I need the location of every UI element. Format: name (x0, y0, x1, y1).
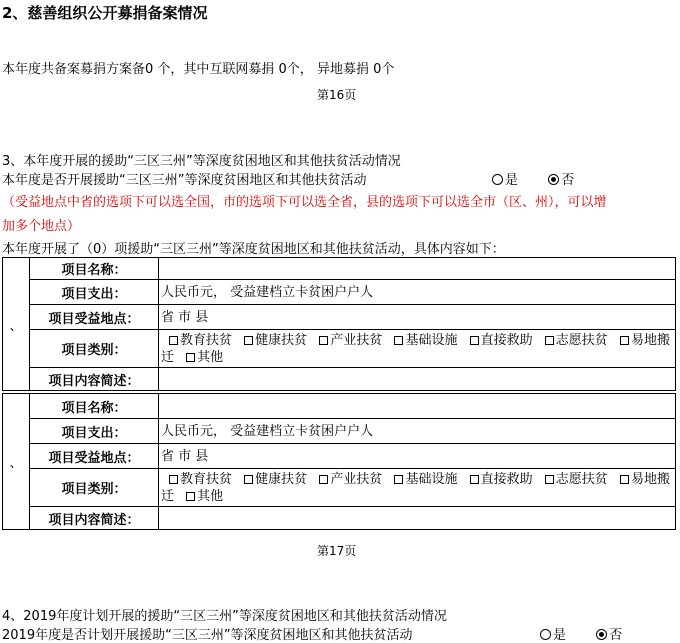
project-expense-value[interactable]: 人民币元， 受益建档立卡贫困户户人 (159, 280, 676, 305)
project-expense-value[interactable]: 人民币元， 受益建档立卡贫困户户人 (159, 419, 676, 444)
table-row (3, 368, 676, 391)
checkbox-other[interactable] (186, 492, 195, 501)
project-name-value[interactable] (159, 258, 676, 280)
table-row (3, 507, 676, 530)
table-row (3, 444, 676, 469)
project-location-value[interactable]: 省 市 县 (159, 444, 676, 469)
project-table-2 (2, 393, 676, 530)
project-description-label: 项目内容简述： (30, 507, 159, 530)
project-category-label: 项目类别： (30, 330, 159, 368)
checkbox-label: 产业扶贫 (330, 471, 383, 487)
checkbox-label: 志愿扶贫 (555, 332, 608, 348)
checkbox-label: 教育扶贫 (180, 332, 233, 348)
table-row (3, 280, 676, 305)
project-index-cell: 、 (3, 394, 30, 530)
project-category-label: 项目类别： (30, 469, 159, 507)
checkbox-label: 教育扶贫 (180, 471, 233, 487)
checkbox-label: 基础设施 (405, 332, 458, 348)
section4-radio-yes[interactable] (540, 629, 551, 640)
checkbox-education[interactable] (169, 475, 178, 484)
checkbox-label: 基础设施 (405, 471, 458, 487)
checkbox-label: 其他 (197, 349, 224, 365)
section3-question: 本年度是否开展援助“三区三州”等深度贫困地区和其他扶贫活动 (2, 173, 367, 188)
project-category-options (159, 330, 676, 368)
checkbox-other[interactable] (186, 353, 195, 362)
section4-radio-no-label: 否 (609, 628, 623, 643)
section4-title: 4、2019年度计划开展的援助“三区三州”等深度贫困地区和其他扶贫活动情况 (2, 609, 447, 624)
section3-radio-yes[interactable] (492, 174, 503, 185)
page-number-16: 第16页 (317, 88, 357, 102)
checkbox-label: 直接救助 (480, 471, 533, 487)
section4-radio-no[interactable] (596, 629, 607, 640)
project-description-label: 项目内容简述： (30, 368, 159, 391)
checkbox-infrastructure[interactable] (394, 336, 403, 345)
checkbox-label: 健康扶贫 (255, 471, 308, 487)
checkbox-infrastructure[interactable] (394, 475, 403, 484)
project-description-value[interactable] (159, 368, 676, 391)
section3-radio-no-label: 否 (561, 173, 575, 188)
table-row (3, 258, 676, 280)
page-number-17: 第17页 (317, 544, 357, 558)
checkbox-industry[interactable] (319, 475, 328, 484)
checkbox-label: 志愿扶贫 (555, 471, 608, 487)
checkbox-relocation[interactable] (620, 475, 629, 484)
checkbox-volunteer[interactable] (545, 475, 554, 484)
section3-radio-yes-label: 是 (505, 173, 519, 188)
checkbox-health[interactable] (244, 475, 253, 484)
table-row (3, 419, 676, 444)
checkbox-direct-aid[interactable] (470, 475, 479, 484)
project-description-value[interactable] (159, 507, 676, 530)
table-row (3, 469, 676, 507)
table-row (3, 330, 676, 368)
project-table-1 (2, 257, 676, 391)
checkbox-label: 易地搬迁 (161, 332, 670, 365)
project-location-label: 项目受益地点： (30, 444, 159, 469)
checkbox-health[interactable] (244, 336, 253, 345)
table-row (3, 394, 676, 419)
checkbox-direct-aid[interactable] (470, 336, 479, 345)
section2-summary: 本年度共备案募捐方案备0 个，其中互联网募捐 0个， 异地募捐 0个 (2, 62, 395, 77)
project-category-options (159, 469, 676, 507)
section3-note-line2: 加多个地点） (2, 219, 81, 234)
checkbox-label: 直接救助 (480, 332, 533, 348)
section3-title: 3、本年度开展的援助“三区三州”等深度贫困地区和其他扶贫活动情况 (2, 154, 401, 169)
section3-intro: 本年度开展了（0）项援助“三区三州”等深度贫困地区和其他扶贫活动，具体内容如下： (2, 242, 505, 257)
checkbox-label: 其他 (197, 488, 224, 504)
section3-note-line1: （受益地点中省的选项下可以选全国，市的选项下可以选全省，县的选项下可以选全市（区、州），可以增 (2, 195, 607, 210)
section4-question: 2019年度是否计划开展援助“三区三州”等深度贫困地区和其他扶贫活动 (2, 628, 413, 643)
project-name-label: 项目名称： (30, 394, 159, 419)
project-expense-label: 项目支出： (30, 280, 159, 305)
section2-title: 2、慈善组织公开募捐备案情况 (2, 4, 208, 22)
section4-radio-yes-label: 是 (553, 628, 567, 643)
checkbox-label: 产业扶贫 (330, 332, 383, 348)
checkbox-industry[interactable] (319, 336, 328, 345)
project-expense-label: 项目支出： (30, 419, 159, 444)
checkbox-education[interactable] (169, 336, 178, 345)
checkbox-label: 健康扶贫 (255, 332, 308, 348)
project-location-value[interactable]: 省 市 县 (159, 305, 676, 330)
checkbox-volunteer[interactable] (545, 336, 554, 345)
checkbox-relocation[interactable] (620, 336, 629, 345)
section3-radio-group (492, 169, 574, 188)
table-row (3, 305, 676, 330)
project-name-label: 项目名称： (30, 258, 159, 280)
project-location-label: 项目受益地点： (30, 305, 159, 330)
section3-radio-no[interactable] (548, 174, 559, 185)
project-index-cell: 、 (3, 258, 30, 391)
project-name-value[interactable] (159, 394, 676, 419)
checkbox-label: 易地搬迁 (161, 471, 670, 504)
section4-radio-group (540, 624, 622, 643)
